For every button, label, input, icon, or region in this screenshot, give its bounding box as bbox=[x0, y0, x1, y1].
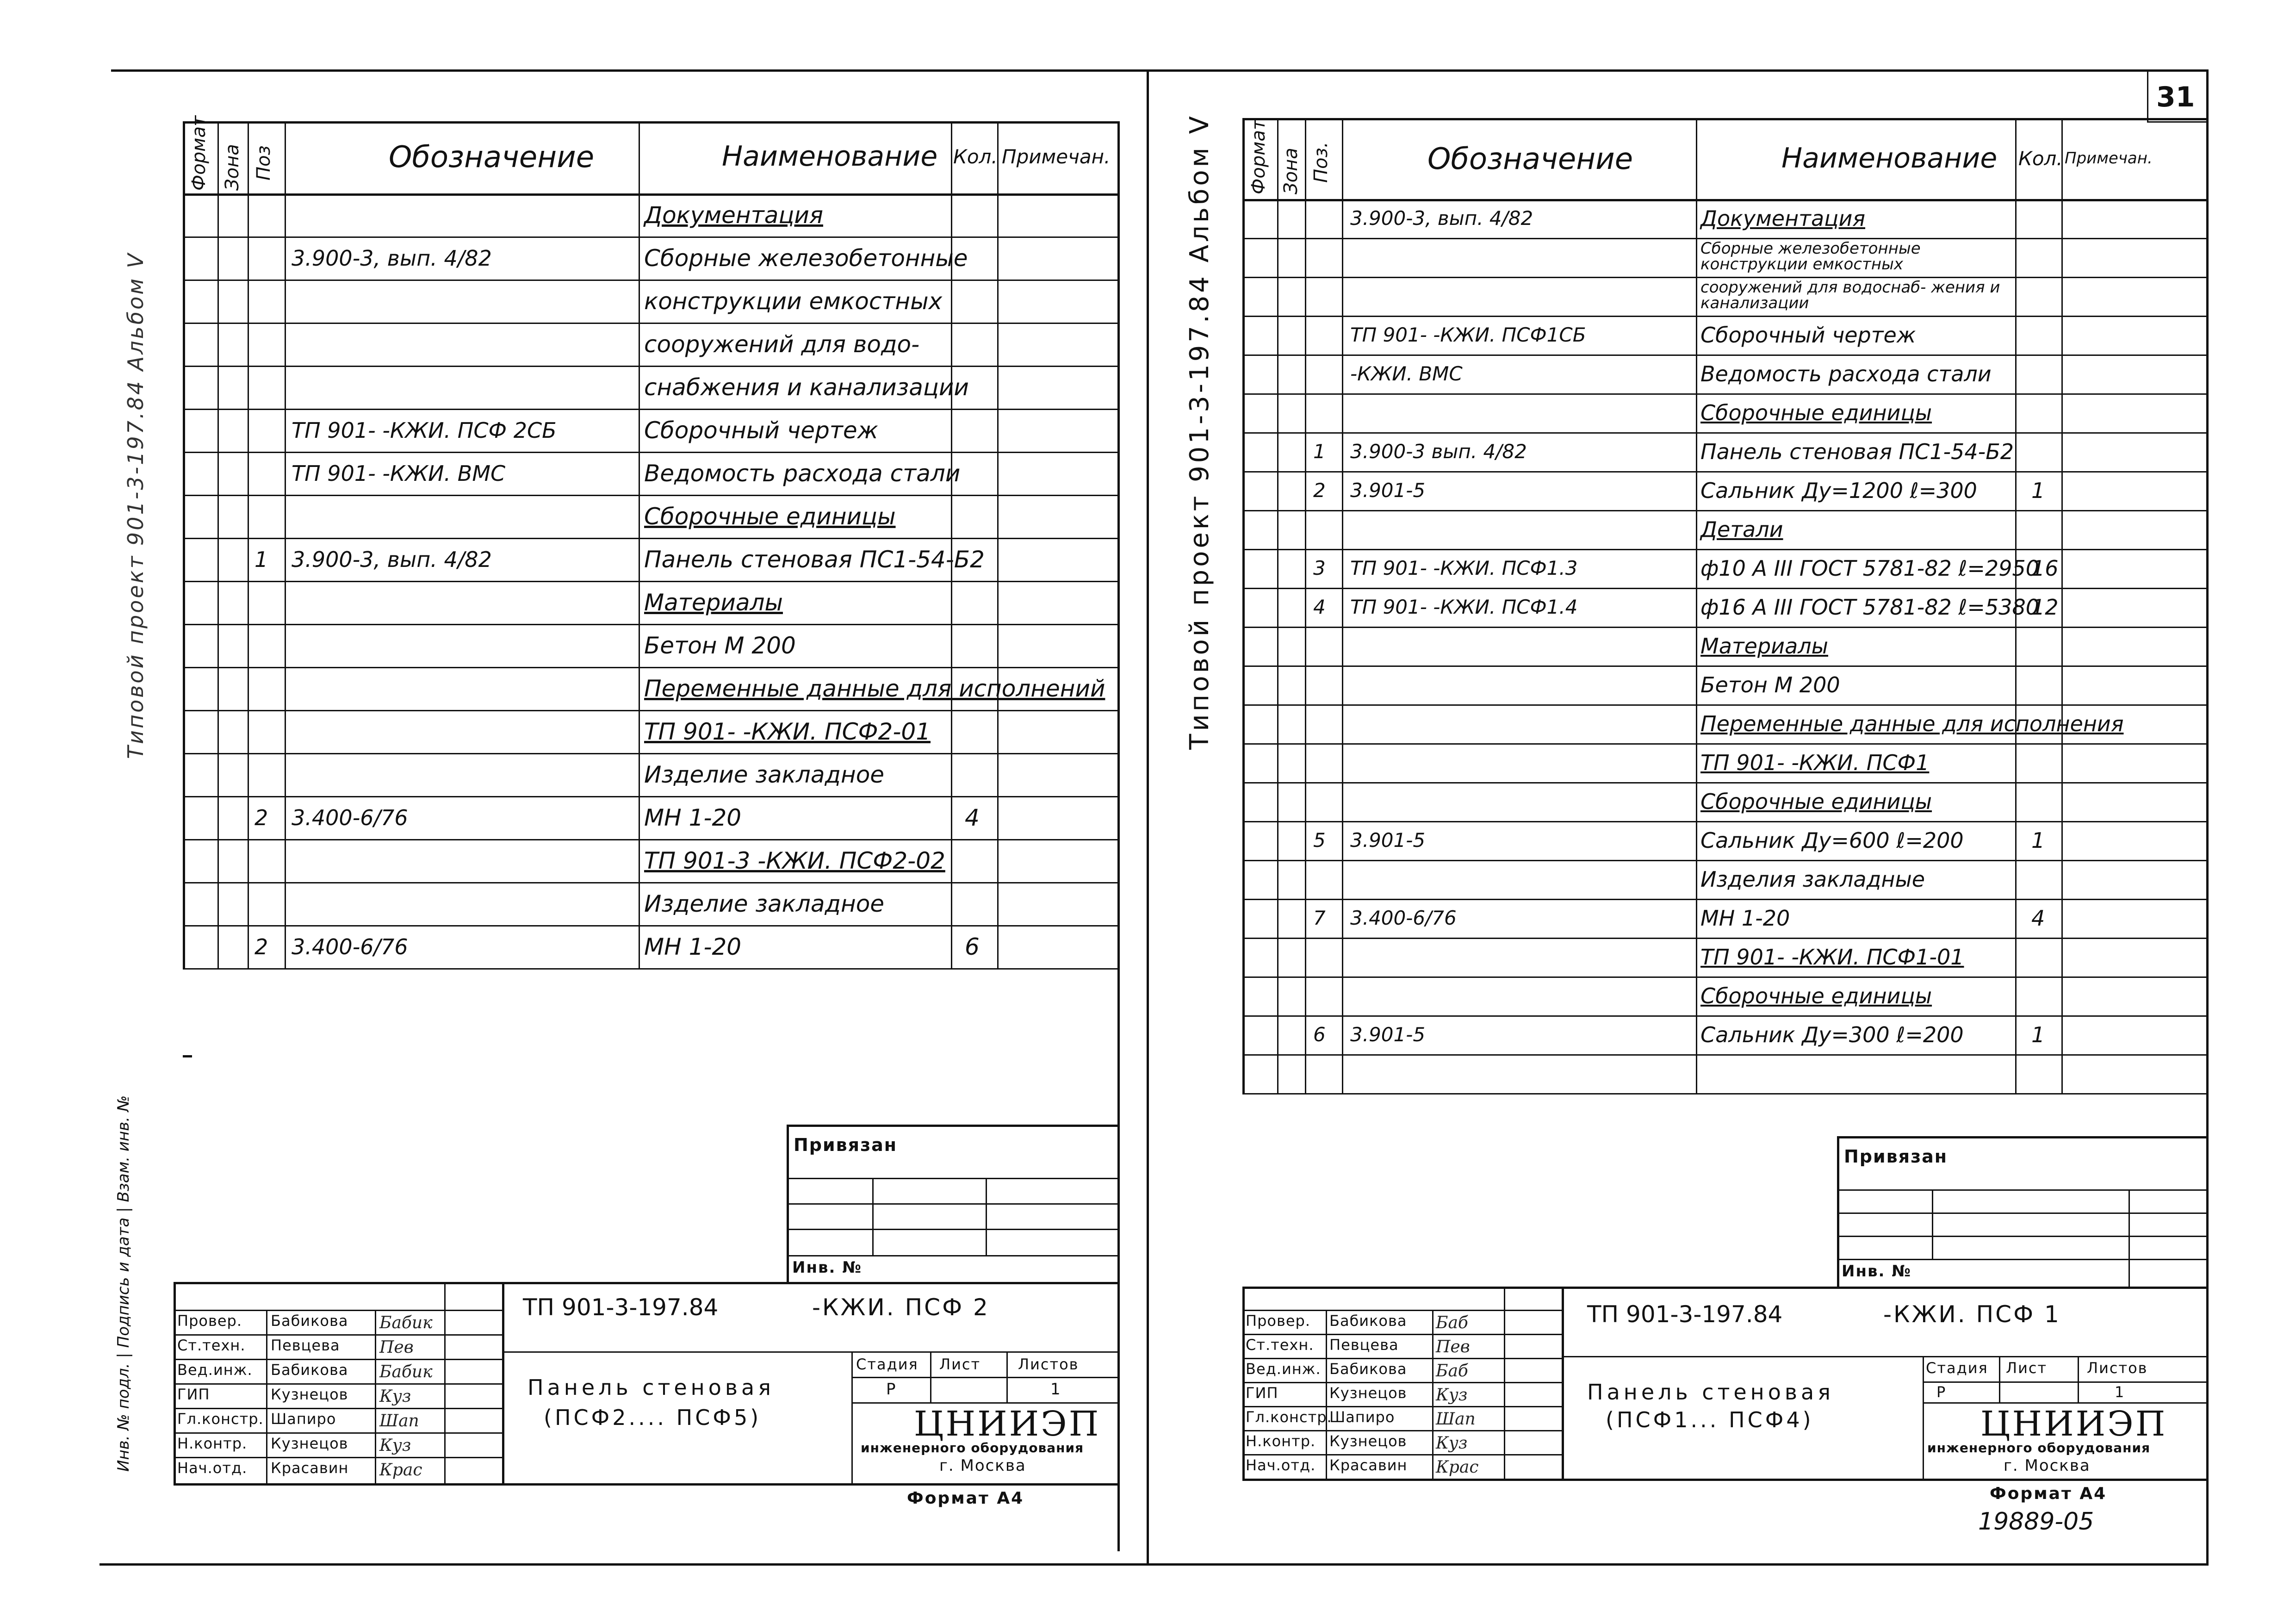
right-margin-text: Типовой проект 901-3-197.84 Альбом V bbox=[1185, 113, 1215, 750]
rt-priv-r2 bbox=[1837, 1213, 2207, 1214]
lt-tb-stage-v bbox=[851, 1402, 1120, 1404]
lt-priv-r2 bbox=[787, 1203, 1120, 1205]
row-name: Ведомость расхода стали bbox=[644, 460, 961, 487]
lt-stage-h: Стадия bbox=[856, 1356, 918, 1373]
lt-priv-r1 bbox=[787, 1178, 1120, 1179]
lt-h-format: Формат bbox=[188, 115, 210, 191]
row-name: Сборочные единицы bbox=[1700, 400, 1932, 425]
left-side-stamp: Инв. № подл. | Подпись и дата | Взам. инв. № bbox=[114, 1095, 133, 1472]
row-divider bbox=[1242, 1093, 2207, 1094]
row-pos: 2 bbox=[1313, 479, 1326, 502]
row-name: Ведомость расхода стали bbox=[1700, 361, 1992, 386]
row-name: МН 1-20 bbox=[644, 804, 742, 831]
signature-name: Бабикова bbox=[271, 1361, 348, 1379]
rt-sheets-h: Листов bbox=[2087, 1359, 2148, 1377]
row-name: Сборочные единицы bbox=[1700, 789, 1932, 814]
rt-priv-left bbox=[1837, 1136, 1839, 1287]
signature-name: Шапиро bbox=[1329, 1408, 1395, 1426]
signature-name: Певцева bbox=[1329, 1336, 1399, 1354]
rt-tb-sheet-c bbox=[1999, 1356, 2000, 1402]
row-name: Бетон М 200 bbox=[644, 632, 796, 659]
signature-mark: Крас bbox=[379, 1461, 422, 1480]
signature-role: Гл.констр. bbox=[1246, 1408, 1332, 1426]
row-name: ТП 901- -КЖИ. ПСФ1 bbox=[1700, 750, 1930, 775]
lt-tb-main-top bbox=[174, 1282, 1120, 1284]
signature-role: Нач.отд. bbox=[1246, 1456, 1316, 1474]
signature-name: Кузнецов bbox=[1329, 1432, 1407, 1450]
signature-mark: Бабик bbox=[379, 1362, 433, 1381]
row-name: Изделия закладные bbox=[1700, 867, 1925, 892]
top-border-right bbox=[1148, 69, 2207, 72]
row-qty: 6 bbox=[965, 933, 980, 960]
rt-archive-no: 19889-05 bbox=[1978, 1508, 2094, 1536]
rt-h-format: Формат bbox=[1248, 119, 1269, 194]
lt-col-1 bbox=[1117, 121, 1120, 1551]
row-designation: ТП 901- -КЖИ. ПСФ1СБ bbox=[1350, 323, 1586, 346]
signature-row-divider bbox=[1242, 1310, 1562, 1311]
signature-row-divider bbox=[1242, 1406, 1562, 1407]
signature-mark: Крас bbox=[1436, 1458, 1479, 1477]
signature-mark: Куз bbox=[1436, 1386, 1468, 1405]
row-name: Сальник Ду=300 ℓ=200 bbox=[1700, 1022, 1964, 1047]
lt-tb-c3 bbox=[444, 1282, 446, 1483]
row-designation: ТП 901- -КЖИ. ПСФ1.4 bbox=[1350, 596, 1578, 618]
row-divider bbox=[183, 925, 1120, 927]
rt-org-sub: инженерного оборудования bbox=[1927, 1440, 2151, 1455]
lt-col-0 bbox=[183, 121, 185, 968]
rt-h-zone: Зона bbox=[1280, 148, 1302, 194]
left-margin-text: Типовой проект 901-3-197.84 Альбом V bbox=[123, 251, 148, 759]
lt-priv-r4 bbox=[787, 1255, 1120, 1256]
row-name: Изделие закладное bbox=[644, 890, 885, 917]
row-name: Бетон М 200 bbox=[1700, 672, 1840, 697]
signature-role: ГИП bbox=[1246, 1384, 1278, 1402]
row-name: снабжения и канализации bbox=[644, 373, 969, 401]
row-name: Сальник Ду=1200 ℓ=300 bbox=[1700, 478, 1977, 503]
lt-city: г. Москва bbox=[939, 1456, 1026, 1475]
lt-org-sub: инженерного оборудования bbox=[861, 1440, 1084, 1455]
signature-mark: Бабик bbox=[379, 1313, 433, 1332]
row-divider bbox=[183, 710, 1120, 711]
row-name: Сборные железобетонные конструкции емкостных bbox=[1700, 239, 1921, 274]
row-name: ТП 901- -КЖИ. ПСФ1-01 bbox=[1700, 945, 1964, 970]
lt-top bbox=[183, 121, 1120, 124]
row-designation: 3.400-6/76 bbox=[292, 805, 408, 830]
signature-row-divider bbox=[1242, 1358, 1562, 1359]
row-pos: 1 bbox=[1313, 440, 1326, 463]
row-name: ф16 А III ГОСТ 5781-82 ℓ=5380 bbox=[1700, 595, 2040, 620]
row-pos: 3 bbox=[1313, 557, 1326, 579]
signature-row-divider bbox=[1242, 1382, 1562, 1383]
row-divider bbox=[1242, 743, 2207, 745]
row-name: Сборные железобетонные bbox=[644, 244, 968, 272]
signature-name: Красавин bbox=[1329, 1456, 1408, 1474]
signature-row-divider bbox=[174, 1334, 502, 1336]
row-qty: 12 bbox=[2031, 595, 2059, 620]
lt-tb-top bbox=[183, 1055, 192, 1057]
rt-priv-r3 bbox=[1837, 1236, 2207, 1237]
row-designation: ТП 901- -КЖИ. ПСФ 2СБ bbox=[292, 417, 557, 443]
row-divider bbox=[183, 796, 1120, 797]
row-qty: 16 bbox=[2031, 556, 2059, 581]
lt-priv-c1 bbox=[872, 1178, 874, 1256]
lt-c-note bbox=[997, 121, 999, 968]
signature-mark: Куз bbox=[1436, 1434, 1468, 1453]
signature-role: Н.контр. bbox=[1246, 1432, 1316, 1450]
signature-row-divider bbox=[174, 1432, 502, 1434]
rt-h-qty: Кол. bbox=[2018, 147, 2063, 170]
lt-h-pos: Поз bbox=[253, 145, 274, 180]
row-divider bbox=[1242, 588, 2207, 589]
row-name: Материалы bbox=[1700, 634, 1828, 659]
rt-tb-bottom bbox=[1242, 1479, 2207, 1481]
signature-name: Шапиро bbox=[271, 1410, 336, 1428]
signature-role: Гл.констр. bbox=[177, 1410, 264, 1428]
rt-stage-h: Стадия bbox=[1926, 1359, 1988, 1377]
signature-name: Красавин bbox=[271, 1459, 349, 1477]
signature-row-divider bbox=[174, 1359, 502, 1360]
rt-inv-no: Инв. № bbox=[1842, 1262, 1912, 1281]
row-divider bbox=[1242, 860, 2207, 861]
row-divider bbox=[1242, 976, 2207, 978]
row-divider bbox=[1242, 627, 2207, 628]
signature-role: Нач.отд. bbox=[177, 1459, 248, 1477]
row-name: Сборочные единицы bbox=[644, 503, 896, 530]
row-name: Переменные данные для исполнений bbox=[644, 675, 1105, 702]
lt-h-qty: Кол. bbox=[953, 145, 998, 168]
signature-row-divider bbox=[1242, 1430, 1562, 1431]
lt-c-desig bbox=[285, 121, 286, 968]
lt-stage: Р bbox=[886, 1380, 897, 1399]
row-qty: 4 bbox=[2031, 906, 2045, 931]
signature-role: ГИП bbox=[177, 1386, 210, 1403]
lt-h-note: Примечан. bbox=[1002, 145, 1111, 168]
row-divider bbox=[1242, 938, 2207, 939]
row-designation: 3.900-3, вып. 4/82 bbox=[292, 245, 492, 271]
row-divider bbox=[183, 581, 1120, 582]
row-name: Документация bbox=[644, 201, 823, 229]
row-qty: 4 bbox=[965, 804, 980, 831]
signature-role: Ст.техн. bbox=[1246, 1336, 1314, 1354]
signature-role: Вед.инж. bbox=[177, 1361, 253, 1379]
lt-head-bottom bbox=[183, 193, 1120, 196]
row-divider bbox=[183, 968, 1120, 970]
row-divider bbox=[183, 753, 1120, 754]
rt-tb-main-top bbox=[1242, 1287, 2207, 1289]
lt-tb-sheet-c bbox=[930, 1351, 931, 1402]
rt-priv-top bbox=[1837, 1136, 2207, 1138]
row-qty: 1 bbox=[2031, 1022, 2045, 1047]
row-designation: 3.900-3 вып. 4/82 bbox=[1350, 440, 1527, 463]
lt-org: ЦНИИЭП bbox=[914, 1404, 1101, 1444]
row-qty: 1 bbox=[2031, 478, 2045, 503]
lt-priv-c2 bbox=[986, 1178, 987, 1256]
row-divider bbox=[1242, 471, 2207, 473]
row-designation: ТП 901- -КЖИ. ВМС bbox=[292, 460, 506, 486]
row-designation: -КЖИ. ВМС bbox=[1350, 362, 1463, 385]
row-divider bbox=[1242, 821, 2207, 822]
rt-format: Формат А4 bbox=[1990, 1484, 2107, 1503]
lt-tb-stage-h bbox=[851, 1377, 1120, 1378]
row-name: Сборочный чертеж bbox=[1700, 323, 1916, 348]
lt-c-zone bbox=[217, 121, 219, 968]
signature-name: Певцева bbox=[271, 1337, 340, 1354]
signature-role: Провер. bbox=[177, 1312, 242, 1330]
rt-tb-stage-v bbox=[1923, 1402, 2207, 1404]
row-divider bbox=[183, 409, 1120, 410]
rt-tb-left bbox=[1242, 1287, 1245, 1481]
row-name: ТП 901-3 -КЖИ. ПСФ2-02 bbox=[644, 847, 945, 874]
lt-tb-c4 bbox=[502, 1282, 504, 1483]
lt-h-name: Наименование bbox=[722, 140, 938, 173]
center-divider bbox=[1147, 69, 1149, 1564]
row-divider bbox=[1242, 432, 2207, 434]
signature-name: Кузнецов bbox=[271, 1386, 348, 1403]
row-name: ф10 А III ГОСТ 5781-82 ℓ=2950 bbox=[1700, 556, 2040, 581]
signature-row-divider bbox=[174, 1310, 502, 1311]
row-divider bbox=[183, 323, 1120, 324]
row-divider bbox=[183, 495, 1120, 496]
rt-title: Панель стеновая bbox=[1587, 1380, 1834, 1405]
row-name: Переменные данные для исполнения bbox=[1700, 711, 2124, 736]
page-number: 31 bbox=[2156, 81, 2195, 113]
row-divider bbox=[1242, 704, 2207, 706]
row-designation: 3.400-6/76 bbox=[1350, 907, 1457, 929]
signature-name: Бабикова bbox=[1329, 1360, 1407, 1378]
row-pos: 2 bbox=[254, 805, 268, 830]
signature-mark: Баб bbox=[1436, 1313, 1468, 1332]
row-designation: 3.400-6/76 bbox=[292, 934, 408, 959]
row-designation: 3.900-3, вып. 4/82 bbox=[292, 547, 492, 572]
lt-c-pos bbox=[248, 121, 249, 968]
row-name: МН 1-20 bbox=[644, 933, 742, 960]
rt-doc-code: ТП 901-3-197.84 bbox=[1587, 1301, 1783, 1328]
lt-priv-top bbox=[787, 1125, 1120, 1127]
row-name: Панель стеновая ПС1-54-Б2 bbox=[644, 546, 985, 573]
row-pos: 1 bbox=[254, 547, 268, 572]
lt-doc-suffix: -КЖИ. ПСФ 2 bbox=[812, 1294, 990, 1321]
row-divider bbox=[1242, 354, 2207, 356]
rt-c-note bbox=[2061, 118, 2063, 1094]
row-designation: 3.901-5 bbox=[1350, 1023, 1426, 1046]
row-divider bbox=[183, 882, 1120, 883]
row-divider bbox=[183, 667, 1120, 668]
rt-doc-suffix: -КЖИ. ПСФ 1 bbox=[1883, 1301, 2061, 1328]
rt-col-0 bbox=[1242, 118, 1245, 1094]
lt-sheet-h: Лист bbox=[939, 1356, 981, 1373]
row-pos: 2 bbox=[254, 934, 268, 959]
lt-doc-code: ТП 901-3-197.84 bbox=[523, 1294, 719, 1321]
row-divider bbox=[1242, 899, 2207, 900]
rt-h-pos: Поз. bbox=[1310, 142, 1332, 183]
rt-tb-code-bottom bbox=[1562, 1356, 2207, 1357]
signature-mark: Пев bbox=[379, 1338, 414, 1357]
row-qty: 1 bbox=[2031, 828, 2045, 853]
signature-role: Провер. bbox=[1246, 1312, 1310, 1330]
row-divider bbox=[1242, 393, 2207, 395]
rt-h-name: Наименование bbox=[1781, 142, 1998, 174]
rt-tb-stage-h bbox=[1923, 1381, 2207, 1383]
rt-sheet-h: Лист bbox=[2006, 1359, 2048, 1377]
rt-sheets: 1 bbox=[2115, 1383, 2125, 1401]
rt-tb-sheets-c bbox=[2078, 1356, 2079, 1402]
row-divider bbox=[1242, 665, 2207, 667]
rt-c-zone bbox=[1277, 118, 1278, 1094]
lt-sheets-h: Листов bbox=[1018, 1356, 1079, 1373]
rt-privyazan: Привязан bbox=[1844, 1146, 1948, 1167]
row-designation: 3.900-3, вып. 4/82 bbox=[1350, 207, 1533, 230]
lt-inv-no: Инв. № bbox=[792, 1258, 863, 1277]
row-divider bbox=[183, 452, 1120, 453]
rt-subtitle: (ПСФ1... ПСФ4) bbox=[1606, 1407, 1814, 1432]
row-divider bbox=[183, 538, 1120, 539]
rt-tb-c4 bbox=[1562, 1287, 1564, 1479]
signature-mark: Шап bbox=[379, 1412, 419, 1430]
row-divider bbox=[1242, 316, 2207, 317]
bottom-border bbox=[99, 1563, 2209, 1566]
signature-row-divider bbox=[174, 1408, 502, 1409]
row-pos: 5 bbox=[1313, 829, 1326, 852]
page-number-box-left bbox=[2147, 69, 2148, 123]
rt-h-note: Примечан. bbox=[2065, 149, 2153, 168]
row-divider bbox=[183, 280, 1120, 281]
row-name: сооружений для водо- bbox=[644, 330, 920, 358]
row-name: Сборочный чертеж bbox=[644, 417, 878, 444]
lt-c-name bbox=[639, 121, 640, 968]
lt-tb-sheets-c bbox=[1006, 1351, 1008, 1402]
row-designation: ТП 901- -КЖИ. ПСФ1.3 bbox=[1350, 557, 1578, 579]
rt-priv-r1 bbox=[1837, 1189, 2207, 1191]
rt-c-pos bbox=[1305, 118, 1306, 1094]
rt-stage: Р bbox=[1936, 1383, 1947, 1401]
rt-org: ЦНИИЭП bbox=[1980, 1404, 2167, 1444]
rt-city: г. Москва bbox=[2004, 1456, 2091, 1475]
rt-priv-c2 bbox=[2128, 1189, 2130, 1287]
row-pos: 6 bbox=[1313, 1023, 1326, 1046]
rt-priv-r4 bbox=[1837, 1259, 2207, 1260]
signature-name: Кузнецов bbox=[271, 1435, 348, 1452]
signature-role: Ст.техн. bbox=[177, 1337, 246, 1354]
signature-role: Н.контр. bbox=[177, 1435, 248, 1452]
lt-sheets: 1 bbox=[1050, 1380, 1061, 1399]
row-pos: 4 bbox=[1313, 596, 1326, 618]
top-border-left bbox=[111, 69, 1148, 72]
signature-row-divider bbox=[174, 1457, 502, 1458]
row-divider bbox=[183, 236, 1120, 238]
lt-tb-stage-left bbox=[851, 1351, 853, 1483]
lt-subtitle: (ПСФ2.... ПСФ5) bbox=[544, 1405, 762, 1430]
page-number-box-bottom bbox=[2147, 121, 2207, 123]
signature-name: Бабикова bbox=[271, 1312, 348, 1330]
row-designation: 3.901-5 bbox=[1350, 829, 1426, 852]
row-pos: 7 bbox=[1313, 907, 1326, 929]
right-outer-border bbox=[2206, 69, 2209, 1564]
row-name: Сборочные единицы bbox=[1700, 983, 1932, 1008]
lt-title: Панель стеновая bbox=[527, 1375, 775, 1400]
signature-mark: Куз bbox=[379, 1436, 411, 1455]
row-name: конструкции емкостных bbox=[644, 287, 943, 315]
signature-name: Кузнецов bbox=[1329, 1384, 1407, 1402]
row-name: ТП 901- -КЖИ. ПСФ2-01 bbox=[644, 718, 931, 745]
row-divider bbox=[1242, 549, 2207, 550]
row-name: Сальник Ду=600 ℓ=200 bbox=[1700, 828, 1964, 853]
row-name: Изделие закладное bbox=[644, 761, 885, 788]
row-divider bbox=[1242, 510, 2207, 511]
signature-row-divider bbox=[1242, 1454, 1562, 1455]
signature-mark: Пев bbox=[1436, 1337, 1470, 1356]
row-name: Панель стеновая ПС1-54-Б2 bbox=[1700, 439, 2014, 464]
row-designation: 3.901-5 bbox=[1350, 479, 1426, 502]
lt-format: Формат А4 bbox=[907, 1489, 1024, 1508]
signature-row-divider bbox=[174, 1383, 502, 1385]
row-divider bbox=[183, 624, 1120, 625]
row-name: МН 1-20 bbox=[1700, 906, 1790, 931]
row-name: сооружений для водоснаб- жения и канализации bbox=[1700, 278, 2000, 312]
row-divider bbox=[1242, 1054, 2207, 1056]
signature-row-divider bbox=[1242, 1334, 1562, 1335]
rt-c-desig bbox=[1342, 118, 1343, 1094]
signature-role: Вед.инж. bbox=[1246, 1360, 1321, 1378]
signature-mark: Баб bbox=[1436, 1362, 1468, 1380]
row-divider bbox=[183, 839, 1120, 840]
lt-h-zone: Зона bbox=[222, 144, 243, 191]
row-divider bbox=[183, 366, 1120, 367]
signature-mark: Шап bbox=[1436, 1410, 1476, 1429]
signature-mark: Куз bbox=[379, 1387, 411, 1406]
lt-privyazan: Привязан bbox=[794, 1135, 898, 1155]
row-name: Документация bbox=[1700, 206, 1866, 231]
row-name: Материалы bbox=[644, 589, 783, 616]
rt-h-designation: Обозначение bbox=[1427, 142, 1633, 176]
lt-tb-bottom bbox=[174, 1483, 1120, 1486]
lt-tb-code-bottom bbox=[502, 1351, 1120, 1353]
signature-name: Бабикова bbox=[1329, 1312, 1407, 1330]
lt-h-designation: Обозначение bbox=[389, 140, 595, 174]
rt-tb-stage-left bbox=[1923, 1356, 1924, 1479]
rt-priv-c1 bbox=[1932, 1189, 1933, 1259]
rt-c-name bbox=[1696, 118, 1697, 1094]
lt-priv-r3 bbox=[787, 1229, 1120, 1230]
row-divider bbox=[1242, 1015, 2207, 1017]
row-divider bbox=[1242, 782, 2207, 784]
row-name: Детали bbox=[1700, 517, 1783, 542]
